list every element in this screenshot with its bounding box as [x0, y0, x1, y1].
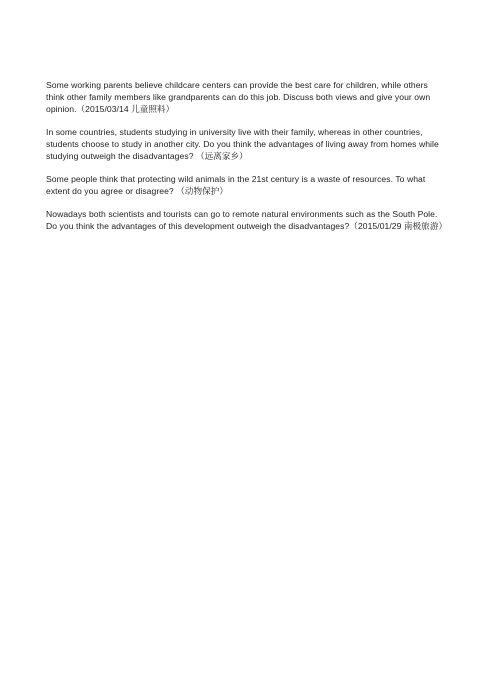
essay-topic-living-away: In some countries, students studying in university live with their family, whereas in other countries, students choose to study in another city. Do you think the advantages of living away from homes while studying outweigh the disadvantages? （远离家乡）: [46, 127, 439, 161]
essay-topic-south-pole: Nowadays both scientists and tourists can go to remote natural environments such as the South Pole. Do you think the advantages of this development outweigh the disadvantages?（2015/01/29 南极旅游）: [46, 209, 448, 231]
essay-topic-wild-animals: Some people think that protecting wild animals in the 21st century is a waste of resources. To what extent do you agree or disagree? （动物保护）: [46, 174, 426, 196]
essay-topics-list: [46, 79, 446, 242]
essay-topic-childcare: Some working parents believe childcare centers can provide the best care for children, while others think other family members like grandparents can do this job. Discuss both views and give your own opinion.（2015/03/14 儿童照料）: [46, 80, 431, 114]
